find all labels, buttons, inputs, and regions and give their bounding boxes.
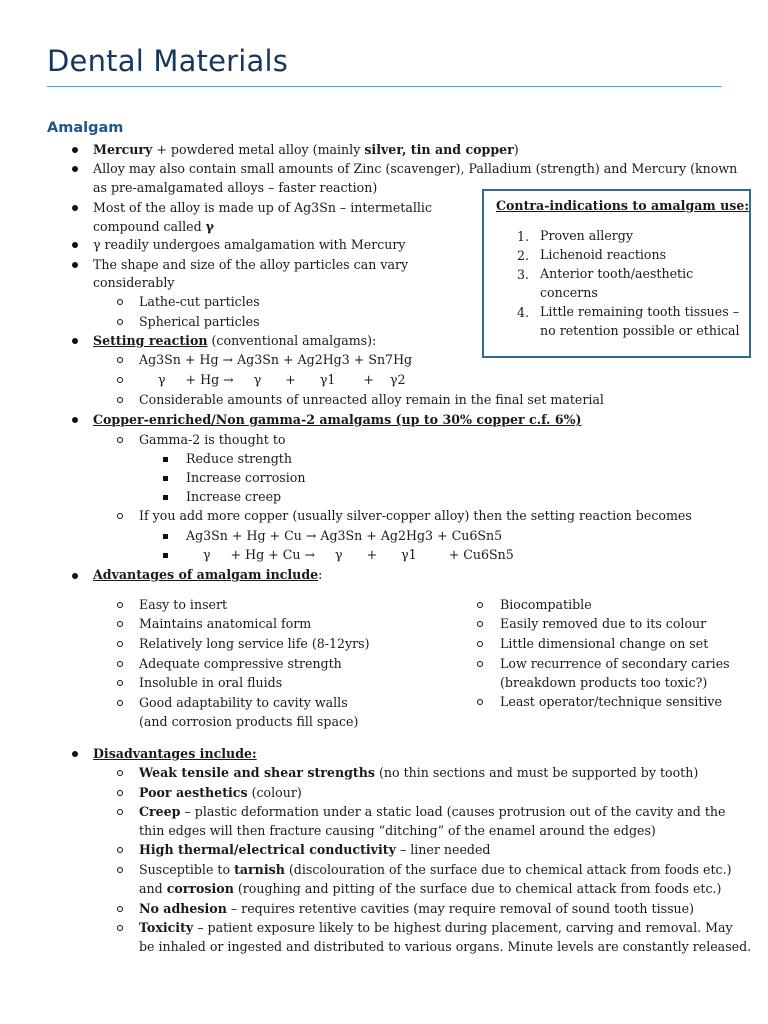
item-number: 3. <box>517 267 530 282</box>
emphasis: γ <box>205 219 214 234</box>
bullet-icon <box>117 437 123 443</box>
text: ) <box>513 142 519 157</box>
underlined-heading: Advantages of amalgam include <box>93 567 319 582</box>
text: – requires retentive cavities (may require removal of sound tooth tissue) <box>226 901 695 916</box>
bullet-icon <box>117 867 123 873</box>
sub-item <box>139 840 490 859</box>
text: (no thin sections and must be supported by tooth) <box>374 765 699 780</box>
bullet-icon <box>163 534 168 539</box>
list-item: Relatively long service life (8-12yrs) <box>139 636 370 651</box>
text: – patient exposure likely to be highest during placement, carving and removal. May <box>193 920 733 935</box>
sub-item: Lathe-cut particles <box>139 294 260 309</box>
item-number: 1. <box>517 229 530 244</box>
list-item <box>93 140 519 159</box>
list-item: The shape and size of the alloy particles can vary <box>93 257 409 272</box>
bullet-icon <box>72 262 78 268</box>
underlined-heading: Setting reaction <box>93 333 208 348</box>
sub-item: Gamma-2 is thought to <box>139 432 286 447</box>
bullet-icon <box>72 147 78 153</box>
list-item-cont: (and corrosion products fill space) <box>139 714 359 729</box>
bullet-icon <box>117 700 123 706</box>
list-item: Insoluble in oral fluids <box>139 675 283 690</box>
bullet-icon <box>117 770 123 776</box>
emphasis: tarnish <box>234 862 285 877</box>
bullet-icon <box>72 242 78 248</box>
list-item: Least operator/technique sensitive <box>500 694 723 709</box>
sub-item: If you add more copper (usually silver-copper alloy) then the setting reaction becomes <box>139 508 692 523</box>
contraindications-box <box>482 189 751 358</box>
text: (roughing and pitting of the surface due to chemical attack from foods etc.) <box>233 881 722 896</box>
sub-item <box>139 918 733 937</box>
sub-item-cont: be inhaled or ingested and distributed to various organs. Minute levels are constantly released. <box>139 939 752 954</box>
sub-item: Considerable amounts of unreacted alloy remain in the final set material <box>139 392 604 407</box>
emphasis: Weak tensile and shear strengths <box>139 765 375 780</box>
text: compound called <box>93 219 206 234</box>
sub-sub-item: Increase corrosion <box>186 470 306 485</box>
list-item: Most of the alloy is made up of Ag3Sn – intermetallic <box>93 200 433 215</box>
list-item: Biocompatible <box>500 597 592 612</box>
list-item-cont: considerably <box>93 275 175 290</box>
text: Susceptible to <box>139 862 235 877</box>
text: (conventional amalgams): <box>207 333 377 348</box>
list-item-cont: (breakdown products too toxic?) <box>500 675 708 690</box>
bullet-icon <box>72 573 78 579</box>
sub-item <box>139 899 694 918</box>
bullet-icon <box>72 338 78 344</box>
bullet-icon <box>72 751 78 757</box>
box-item: Lichenoid reactions <box>540 247 667 262</box>
list-item: γ readily undergoes amalgamation with Mercury <box>93 237 406 252</box>
bullet-icon <box>117 377 123 383</box>
sub-item <box>139 860 732 879</box>
sub-sub-item: Reduce strength <box>186 451 292 466</box>
sub-item: Ag3Sn + Hg → Ag3Sn + Ag2Hg3 + Sn7Hg <box>139 352 413 367</box>
list-item: Disadvantages include: <box>93 746 257 761</box>
bullet-icon <box>477 641 483 647</box>
bullet-icon <box>117 513 123 519</box>
bullet-icon <box>72 417 78 423</box>
bullet-icon <box>117 357 123 363</box>
emphasis: No adhesion <box>139 901 227 916</box>
section-heading: Amalgam <box>47 120 124 136</box>
bullet-icon <box>72 166 78 172</box>
bullet-icon <box>163 476 168 481</box>
sub-sub-item: Increase creep <box>186 489 282 504</box>
text: + powdered metal alloy (mainly <box>152 142 365 157</box>
bullet-icon <box>163 457 168 462</box>
sub-item-cont <box>139 879 721 898</box>
bullet-icon <box>117 790 123 796</box>
sub-item <box>139 802 726 821</box>
list-item: Easy to insert <box>139 597 228 612</box>
text: – liner needed <box>395 842 491 857</box>
box-item: Little remaining tooth tissues – <box>540 304 740 319</box>
bullet-icon <box>117 299 123 305</box>
list-item: Good adaptability to cavity walls <box>139 695 348 710</box>
emphasis: High thermal/electrical conductivity <box>139 842 396 857</box>
list-item: Copper-enriched/Non gamma-2 amalgams (up to 30% copper c.f. 6%) <box>93 412 582 427</box>
bullet-icon <box>117 319 123 325</box>
list-item: Low recurrence of secondary caries <box>500 656 730 671</box>
bullet-icon <box>477 699 483 705</box>
box-item: Anterior tooth/aesthetic <box>540 266 694 281</box>
bullet-icon <box>117 906 123 912</box>
sub-item <box>139 783 302 802</box>
bullet-icon <box>72 205 78 211</box>
emphasis: Creep <box>139 804 181 819</box>
bullet-icon <box>477 621 483 627</box>
bullet-icon <box>117 925 123 931</box>
sub-item-cont: thin edges will then fracture causing “ditching” of the enamel around the edges) <box>139 823 656 838</box>
bullet-icon <box>477 661 483 667</box>
bullet-icon <box>117 661 123 667</box>
emphasis: silver, tin and copper <box>364 142 514 157</box>
bullet-icon <box>117 397 123 403</box>
sub-sub-item: γ + Hg + Cu → γ + γ1 + Cu6Sn5 <box>203 547 514 562</box>
bullet-icon <box>477 602 483 608</box>
bullet-icon <box>117 641 123 647</box>
sub-item <box>139 763 698 782</box>
emphasis: corrosion <box>166 881 234 896</box>
list-item <box>93 565 322 584</box>
text: (colour) <box>247 785 302 800</box>
text: (discolouration of the surface due to chemical attack from foods etc.) <box>284 862 732 877</box>
list-item-cont <box>93 217 214 236</box>
text: and <box>139 881 167 896</box>
box-title: Contra-indications to amalgam use: <box>496 198 750 213</box>
bullet-icon <box>163 553 168 558</box>
box-item: Proven allergy <box>540 228 633 243</box>
item-number: 4. <box>517 305 530 320</box>
bullet-icon <box>163 495 168 500</box>
page-title: Dental Materials <box>47 44 289 78</box>
list-item-cont: as pre-amalgamated alloys – faster reaction) <box>93 180 378 195</box>
text: – plastic deformation under a static load (causes protrusion out of the cavity and the <box>180 804 726 819</box>
sub-item: γ + Hg → γ + γ1 + γ2 <box>158 372 406 387</box>
list-item: Maintains anatomical form <box>139 616 312 631</box>
emphasis: Poor aesthetics <box>139 785 248 800</box>
list-item: Little dimensional change on set <box>500 636 709 651</box>
list-item: Easily removed due to its colour <box>500 616 707 631</box>
box-item-cont: no retention possible or ethical <box>540 323 740 338</box>
sub-sub-item: Ag3Sn + Hg + Cu → Ag3Sn + Ag2Hg3 + Cu6Sn5 <box>186 528 503 543</box>
list-item: Adequate compressive strength <box>139 656 342 671</box>
item-number: 2. <box>517 248 530 263</box>
bullet-icon <box>117 847 123 853</box>
box-item-cont: concerns <box>540 285 598 300</box>
emphasis: Toxicity <box>139 920 194 935</box>
bullet-icon <box>117 809 123 815</box>
list-item: Alloy may also contain small amounts of Zinc (scavenger), Palladium (strength) and Mercury (known <box>93 161 738 176</box>
list-item <box>93 331 376 350</box>
emphasis: Mercury <box>93 142 153 157</box>
text: : <box>318 567 323 582</box>
sub-item: Spherical particles <box>139 314 260 329</box>
bullet-icon <box>117 602 123 608</box>
title-divider <box>47 86 722 87</box>
bullet-icon <box>117 621 123 627</box>
bullet-icon <box>117 680 123 686</box>
